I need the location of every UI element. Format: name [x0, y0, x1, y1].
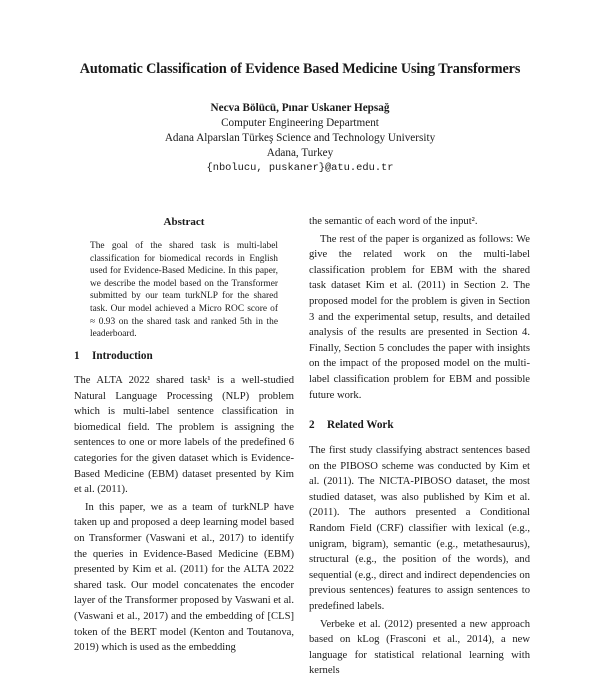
section-1-heading: [74, 350, 153, 362]
right-column-top: [309, 214, 530, 403]
affiliation-university: Adana Alparslan Türkeş Science and Technology University: [164, 132, 436, 144]
section-1-title: Introduction: [92, 350, 153, 362]
author-block: [0, 101, 600, 176]
related-paragraph-2: Verbeke et al. (2012) presented a new approach based on kLog (Frasconi et al., 2014), a new language for statistical relational learning with kernels: [309, 618, 530, 677]
author-email: {nbolucu, puskaner}@atu.edu.tr: [206, 162, 394, 174]
abstract-text: The goal of the shared task is multi-label classification for biomedical records in English used for Evidence-Based Medicine. In this paper, we describe the model based on the Transformer submitted by our team turkNLP for the shared task. Our model achieved a Micro ROC score of ≈ 0.93 on the shared task and ranked 5th in the leaderboard.: [90, 241, 278, 340]
affiliation-department: Computer Engineering Department: [221, 117, 379, 129]
intro-paragraph-2: In this paper, we as a team of turkNLP have taken up and proposed a deep learning model based on Transformer (Vaswani et al., 2017) to identify the queries in Evidence-Based Medicine (EBM) presented by Kim et al. (2011) for the ALTA 2022 shared task. Our model concatenates the encoder layer of the Transformer proposed by Vaswani et al. (Vaswani et al., 2017) and the embedding of [CLS] token of the BERT model (Kenton and Toutanova, 2019) which is used as the embedding: [74, 501, 294, 654]
intro-paragraph-1: The ALTA 2022 shared task¹ is a well-studied Natural Language Processing (NLP) problem which is multi-label sentence classification in biomedical field. The problem is assigning the sentences to one or more labels of the predefined 6 categories for the given dataset which is Evidence-Based Medicine (EBM) dataset presented by Kim et al. (2011).: [74, 375, 294, 496]
paper-title: Automatic Classification of Evidence Based Medicine Using Transformers: [79, 61, 521, 77]
section-1-number: 1: [74, 350, 80, 362]
section-2-heading: [309, 419, 394, 431]
section-2-number: 2: [309, 419, 315, 431]
author-names: Necva Bölücü, Pınar Uskaner Hepsağ: [210, 102, 390, 114]
intro-column: [74, 373, 294, 656]
affiliation-city: Adana, Turkey: [266, 147, 334, 159]
section-2-title: Related Work: [327, 419, 394, 431]
related-paragraph-1: The first study classifying abstract sentences based on the PIBOSO scheme was conducted by Kim et al. (2011). The NICTA-PIBOSO dataset, the most studied dataset, was also published by Kim et al. (2011). The authors presented a Conditional Random Field (CRF) classifier with lexical (e.g., unigram, bigram), semantic (e.g., metathesaurus), structural (e.g., the position of the words), and sequential (e.g., direct and indirect dependencies on previous sentences) features to assign sentences to predefined labels.: [309, 445, 530, 612]
abstract-heading: Abstract: [163, 216, 205, 228]
continued-text: the semantic of each word of the input².: [309, 216, 478, 227]
related-work-column: [309, 443, 530, 679]
organization-paragraph: The rest of the paper is organized as follows: We give the related work on the multi-label classification problem for EBM with the shared task dataset Kim et al. (2011) in Section 2. The proposed model for the problem is given in Section 3 and the experimental setup, results, and detailed analysis of the results are presented in Section 4. Finally, Section 5 concludes the paper with insights on the impact of the proposed model on the multi-label classification problem for EBM and possible future work.: [309, 233, 530, 401]
